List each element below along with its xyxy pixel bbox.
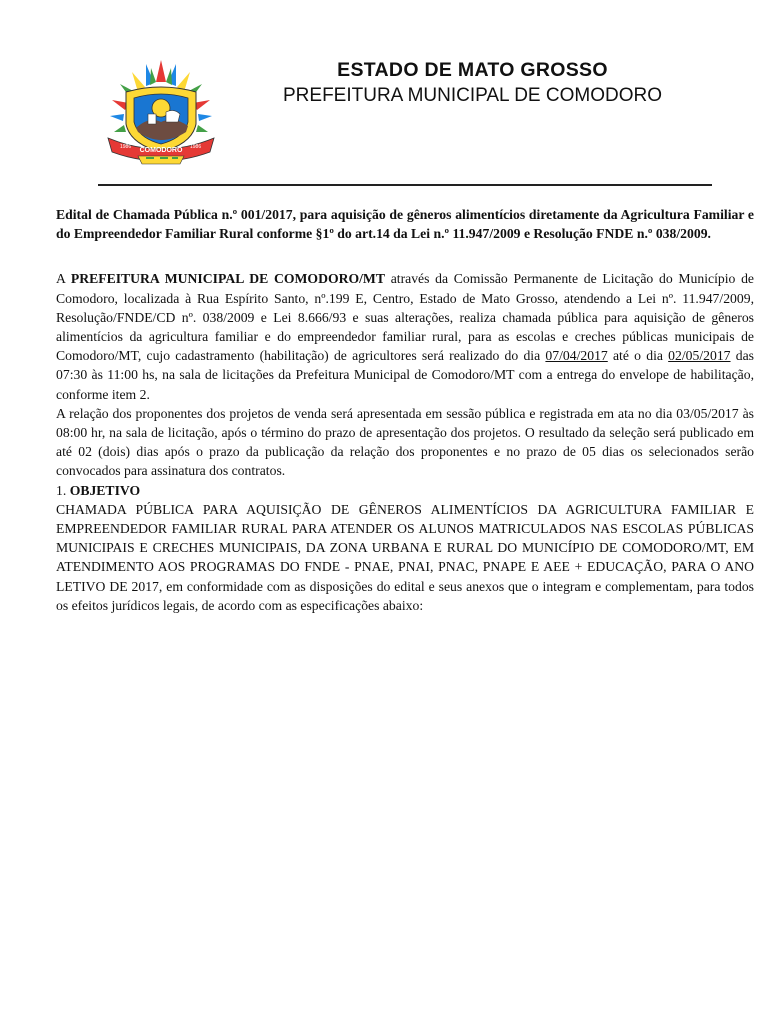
paragraph-session: A relação dos proponentes dos projetos de venda será apresentada em sessão pública e registrada em ata no dia 03/05/2017 às 08:00 hr, na sala de licitação, após o término do prazo de apresentação dos projetos. O resultado da seleção será publicado em até 02 (dois) dias após o prazo da publicação da relação dos proponentes e no prazo de 05 dias os selecionados serão convocados para assinatura dos contratos. bbox=[56, 405, 754, 479]
p1-text-c: das 07:30 às 11:00 hs, na sala de licitações da Prefeitura Municipal de Comodoro/MT com a entrega do envelope de habilitação, conforme item 2. bbox=[56, 348, 754, 402]
section-number: 1. bbox=[56, 482, 70, 498]
document-header bbox=[250, 58, 695, 109]
base-ornament bbox=[138, 156, 184, 164]
logo-right-year: 1986 bbox=[190, 144, 202, 150]
registration-start-date: 07/04/2017 bbox=[545, 348, 608, 364]
prefecture-title: PREFEITURA MUNICIPAL DE COMODORO bbox=[283, 85, 662, 106]
edital-intro: Edital de Chamada Pública n.º 001/2017, para aquisição de gêneros alimentícios diretamente da Agricultura Familiar e do Empreendedor Familiar Rural conforme §1º do art.14 da Lei n.º 11.947/2009 e Resolução FNDE n.º 038/2009. bbox=[56, 207, 754, 242]
p1-lead: A bbox=[56, 271, 71, 287]
p1-text-a: através da Comissão Permanente de Licitação do Município de Comodoro, localizada à Rua Espírito Santo, nº.199 E, Centro, Estado de Mato Grosso, atendendo a Lei nº. 11.947/2009, Resolução/FNDE/CD nº. 038/2009 e Lei 8.666/93 e suas alterações, realiza chamada pública para aquisição de gêneros alimentícios da agricultura familiar e do empreendedor familiar rural, para as escolas e creches públicas municipais de Comodoro/MT, cujo cadastramento (habilitação) de agricultores será realizado do dia bbox=[56, 271, 754, 364]
paragraph-convocation bbox=[56, 269, 754, 403]
registration-end-date: 02/05/2017 bbox=[668, 348, 731, 364]
p1-text-b: até o dia bbox=[607, 348, 669, 364]
p1-entity: PREFEITURA MUNICIPAL DE COMODORO/MT bbox=[70, 271, 385, 287]
logo-banner-text: COMODORO bbox=[139, 147, 183, 154]
section-title: OBJETIVO bbox=[69, 482, 141, 498]
shield bbox=[126, 87, 196, 152]
state-title: ESTADO DE MATO GROSSO bbox=[337, 59, 608, 81]
comodoro-coat-of-arms-logo bbox=[104, 52, 218, 168]
section-objective-text: CHAMADA PÚBLICA PARA AQUISIÇÃO DE GÊNEROS ALIMENTÍCIOS DA AGRICULTURA FAMILIAR E EMPREENDEDOR FAMILIAR RURAL PARA ATENDER OS ALUNOS MATRICULADOS NAS ESCOLAS PÚBLICAS MUNICIPAIS E CRECHES MUNICIPAIS, DA ZONA URBANA E RURAL DO MUNICÍPIO DE COMODORO/MT, EM ATENDIMENTO AOS PROGRAMAS DO FNDE - PNAE, PNAI, PNAC, PNAPE E AEE + EDUCAÇÃO, PARA O ANO LETIVO DE 2017, em conformidade com as disposições do edital e seus anexos que o integram e complementam, para todos os efeitos jurídicos legais, de acordo com as especificações abaixo: bbox=[56, 501, 754, 613]
header-divider bbox=[98, 184, 712, 186]
logo-left-year: 1986 bbox=[120, 144, 132, 150]
document-body bbox=[56, 205, 754, 615]
section-heading bbox=[56, 481, 754, 500]
